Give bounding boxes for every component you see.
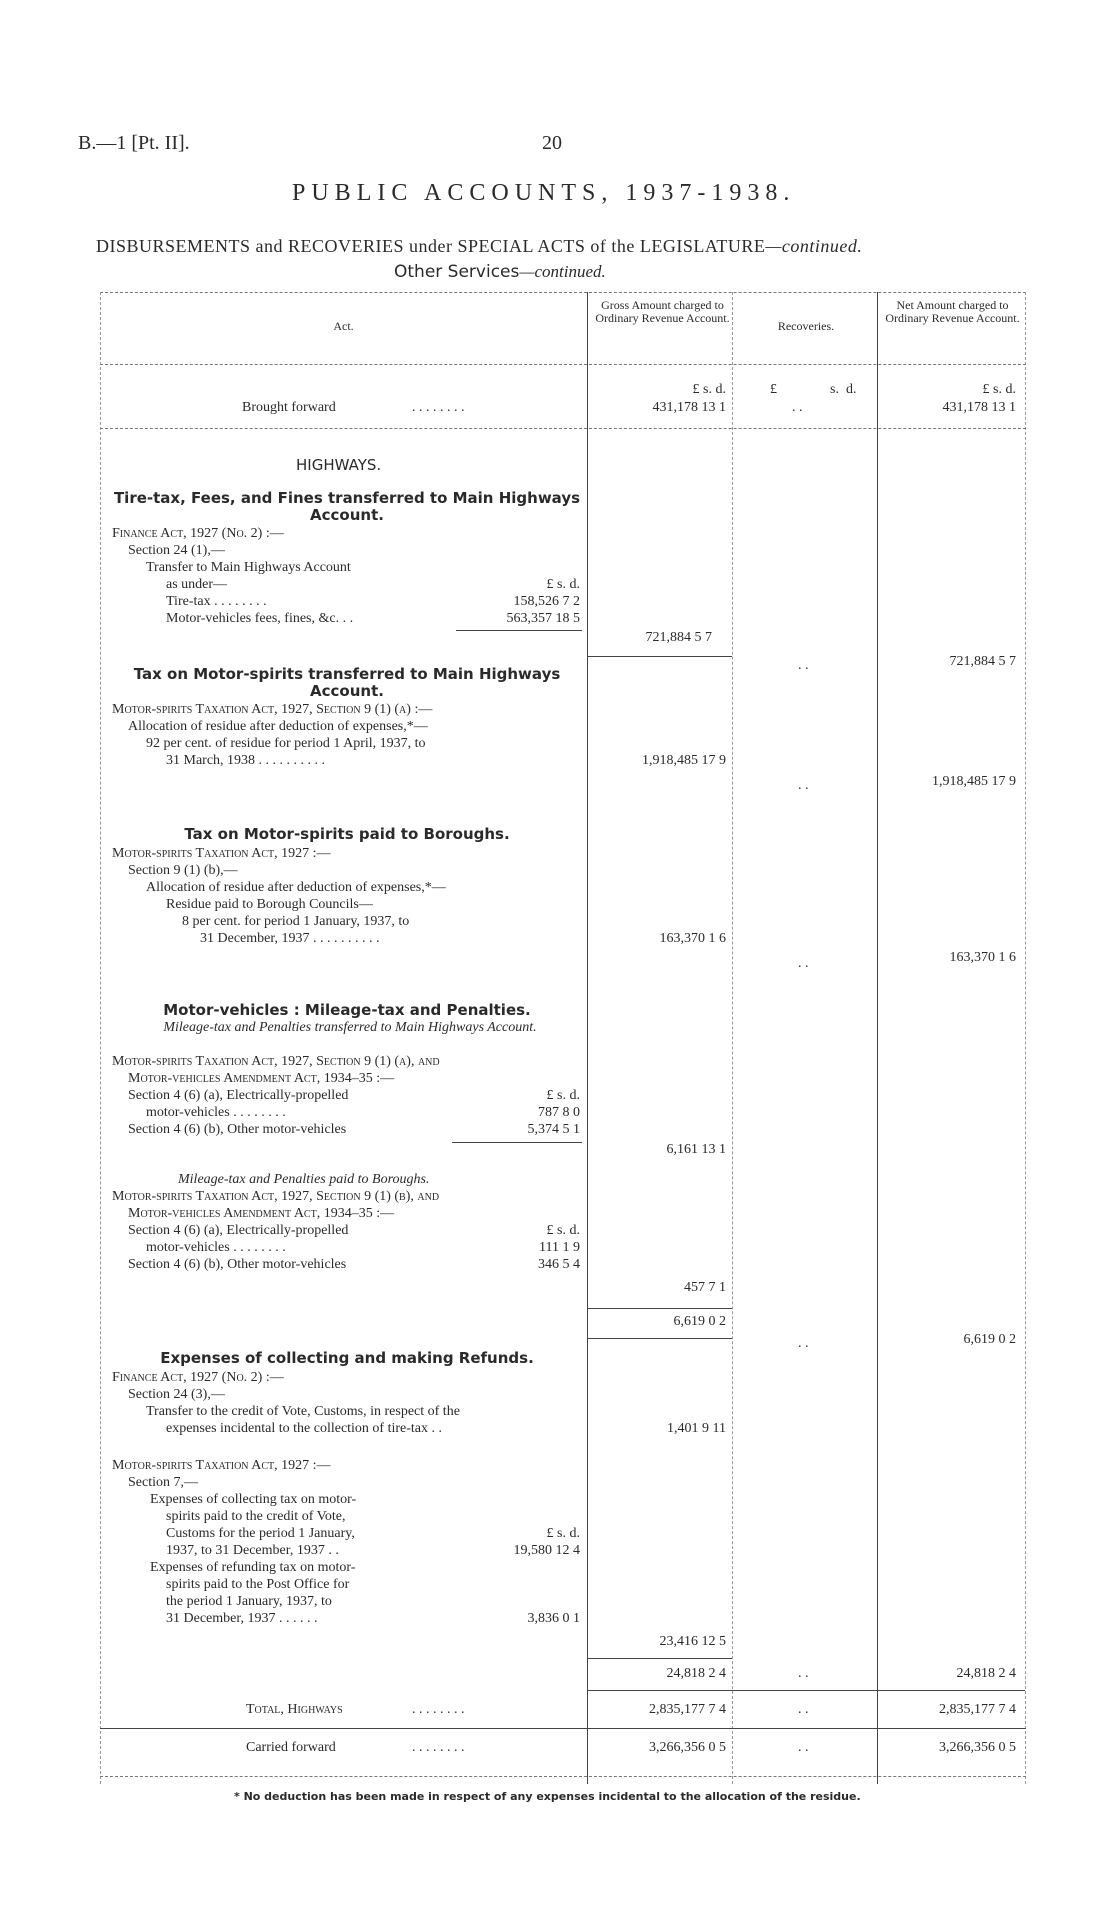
mileage-main-other-amount: 5,374 5 1 (527, 1122, 580, 1137)
mileage-main-subheading: Mileage-tax and Penalties transferred to Main Highways Account. (163, 1020, 537, 1035)
mileage-main-act-1: Motor-spirits Taxation Act, 1927, Section 9 (1) (a), and (112, 1054, 440, 1069)
tire-tax-line1: Transfer to Main Highways Account (146, 560, 351, 575)
total-highways-recoveries: . . (798, 1702, 809, 1717)
motor-vehicle-fees-label: Motor-vehicles fees, fines, &c. . . (166, 611, 354, 626)
mileage-heading: Motor-vehicles : Mileage-tax and Penalties. (163, 1001, 531, 1019)
column-header-recoveries: Recoveries. (777, 319, 835, 333)
spirits-main-recoveries: . . (798, 778, 809, 793)
carried-forward-recoveries: . . (798, 1740, 809, 1755)
mileage-main-rule (452, 1142, 582, 1143)
total-highways-net: 2,835,177 7 4 (939, 1702, 1016, 1717)
document-reference: B.—1 [Pt. II]. (78, 132, 190, 154)
column-header-gross: Gross Amount charged to Ordinary Revenue Account. (595, 298, 730, 325)
carried-forward-net: 3,266,356 0 5 (939, 1740, 1016, 1755)
column-rule-net (877, 292, 878, 1784)
tire-tax-item-label: Tire-tax . . . . . . . . (166, 594, 267, 609)
mileage-main-item2-label: motor-vehicles . . . . . . . . (146, 1105, 286, 1120)
table-left-rule (100, 292, 101, 1784)
mileage-boroughs-other-amount: 346 5 4 (538, 1257, 580, 1272)
mileage-boroughs-item3-label: Section 4 (6) (b), Other motor-vehicles (128, 1257, 347, 1272)
gross-lsd-label: £ s. d. (692, 382, 726, 397)
total-highways-rule-bottom (100, 1728, 1026, 1729)
expenses-heading: Expenses of collecting and making Refunds. (160, 1349, 534, 1367)
recoveries-lsd-label (770, 382, 777, 398)
column-rule-recoveries (732, 292, 733, 1784)
brought-forward-gross: 431,178 13 1 (652, 400, 726, 415)
spirits-boroughs-act: Motor-spirits Taxation Act, 1927 :— (112, 846, 331, 861)
mileage-boroughs-lsd-label: £ s. d. (546, 1223, 580, 1238)
expenses-line1: Transfer to the credit of Vote, Customs, in respect of the (146, 1404, 460, 1419)
net-lsd-label: £ s. d. (982, 382, 1016, 397)
spirits-main-line2: 92 per cent. of residue for period 1 April, 1937, to (146, 736, 426, 751)
spirits-main-line1: Allocation of residue after deduction of expenses,*— (128, 719, 428, 734)
mileage-main-item1-label: Section 4 (6) (a), Electrically-propelled (128, 1088, 349, 1103)
expenses-section: Section 24 (3),— (128, 1387, 225, 1402)
tire-tax-heading: Tire-tax, Fees, and Fines transferred to Main Highways Account. (113, 489, 581, 524)
mileage-boroughs-gross: 457 7 1 (684, 1280, 726, 1295)
spirits-boroughs-line1: Allocation of residue after deduction of expenses,*— (146, 880, 446, 895)
expenses-net: 24,818 2 4 (956, 1666, 1016, 1681)
motor-vehicle-fees-amount: 563,357 18 5 (506, 611, 580, 626)
expenses-act2: Motor-spirits Taxation Act, 1927 :— (112, 1458, 331, 1473)
mileage-boroughs-act-2: Motor-vehicles Amendment Act, 1934–35 :— (128, 1206, 395, 1221)
spirits-boroughs-gross: 163,370 1 6 (659, 931, 726, 946)
tire-tax-gross: 721,884 5 7 (645, 630, 712, 645)
mileage-main-gross: 6,161 13 1 (666, 1142, 726, 1157)
tire-tax-gross-rule (587, 656, 732, 657)
highways-heading: HIGHWAYS. (296, 456, 382, 474)
spirits-main-net: 1,918,485 17 9 (932, 774, 1016, 789)
expenses-act: Finance Act, 1927 (No. 2) :— (112, 1370, 284, 1385)
section-continued: —continued. (519, 262, 606, 281)
mileage-boroughs-item2-label: motor-vehicles . . . . . . . . (146, 1240, 286, 1255)
page-subtitle (96, 236, 862, 257)
table-right-rule (1025, 292, 1026, 1784)
expenses-recoveries: . . (798, 1666, 809, 1681)
mileage-subtotal-rule-bottom (587, 1338, 732, 1339)
expenses-e1-line1: Expenses of collecting tax on motor- (150, 1492, 357, 1507)
brought-forward-label: Brought forward (242, 400, 336, 415)
mileage-boroughs-subheading: Mileage-tax and Penalties paid to Boroughs. (178, 1172, 430, 1187)
spirits-boroughs-section: Section 9 (1) (b),— (128, 863, 238, 878)
expenses-line2: expenses incidental to the collection of tire-tax . . (166, 1421, 443, 1436)
carried-forward-gross: 3,266,356 0 5 (649, 1740, 726, 1755)
tire-tax-act: Finance Act, 1927 (No. 2) :— (112, 526, 284, 541)
spirits-main-act: Motor-spirits Taxation Act, 1927, Section 9 (1) (a) :— (112, 702, 433, 717)
brought-forward-rule (100, 428, 1026, 429)
carried-forward-label: Carried forward (246, 1740, 336, 1755)
section-title (394, 262, 606, 282)
expenses-e2-line1: Expenses of refunding tax on motor- (150, 1560, 356, 1575)
spirits-main-heading: Tax on Motor-spirits transferred to Main Highways Account. (133, 665, 561, 700)
mileage-subtotal: 6,619 0 2 (673, 1314, 726, 1329)
total-highways-leader: . . . . . . . . (412, 1702, 465, 1717)
mileage-recoveries: . . (798, 1336, 809, 1351)
brought-forward-net: 431,178 13 1 (942, 400, 1016, 415)
expenses-gross-spirits: 23,416 12 5 (659, 1634, 726, 1649)
total-highways-label: Total, Highways (246, 1702, 343, 1717)
spirits-main-line3: 31 March, 1938 . . . . . . . . . . (166, 753, 326, 768)
section-name: Other Services (394, 262, 520, 282)
page-number: 20 (542, 132, 562, 154)
tire-tax-section: Section 24 (1),— (128, 543, 225, 558)
spirits-boroughs-recoveries: . . (798, 956, 809, 971)
spirits-main-gross: 1,918,485 17 9 (642, 753, 726, 768)
expenses-lsd-label: £ s. d. (546, 1526, 580, 1541)
tire-tax-subtotal-rule (456, 630, 582, 631)
tire-tax-recoveries: . . (798, 658, 809, 673)
expenses-subtotal-rule (587, 1658, 732, 1659)
brought-forward-recoveries: . . (792, 400, 803, 415)
expenses-e2-line2: spirits paid to the Post Office for (166, 1577, 350, 1592)
tire-tax-net: 721,884 5 7 (949, 654, 1016, 669)
spirits-boroughs-line2: Residue paid to Borough Councils— (166, 897, 373, 912)
expenses-e2-line4: 31 December, 1937 . . . . . . (166, 1611, 318, 1626)
recoveries-pound: £ (770, 382, 777, 397)
table-bottom-rule (100, 1776, 1026, 1777)
table-top-rule (100, 292, 1026, 293)
subtitle-main: DISBURSEMENTS and RECOVERIES under SPECIAL ACTS of the LEGISLATURE (96, 236, 766, 256)
mileage-main-act-2: Motor-vehicles Amendment Act, 1934–35 :— (128, 1071, 395, 1086)
mileage-main-lsd-label: £ s. d. (546, 1088, 580, 1103)
recoveries-sd-label: s. d. (830, 382, 857, 397)
spirits-boroughs-line4: 31 December, 1937 . . . . . . . . . . (200, 931, 380, 946)
expenses-section2: Section 7,— (128, 1475, 198, 1490)
expenses-subtotal: 24,818 2 4 (666, 1666, 726, 1681)
tire-tax-lsd-label: £ s. d. (546, 577, 580, 592)
mileage-subtotal-rule-top (587, 1308, 732, 1309)
column-rule-gross (587, 292, 588, 1784)
expenses-gross-tire: 1,401 9 11 (667, 1421, 726, 1436)
mileage-main-item3-label: Section 4 (6) (b), Other motor-vehicles (128, 1122, 347, 1137)
expenses-e1-line3: Customs for the period 1 January, (166, 1526, 355, 1541)
mileage-boroughs-act-1: Motor-spirits Taxation Act, 1927, Section 9 (1) (b), and (112, 1189, 440, 1204)
column-header-act: Act. (333, 319, 354, 333)
column-header-net: Net Amount charged to Ordinary Revenue Account. (885, 298, 1020, 325)
total-highways-rule-top (587, 1690, 1025, 1691)
mileage-main-electric-amount: 787 8 0 (538, 1105, 580, 1120)
expenses-e1-line4: 1937, to 31 December, 1937 . . (166, 1543, 339, 1558)
page-title: PUBLIC ACCOUNTS, 1937-1938. (292, 180, 796, 206)
mileage-boroughs-item1-label: Section 4 (6) (a), Electrically-propelled (128, 1223, 349, 1238)
total-highways-gross: 2,835,177 7 4 (649, 1702, 726, 1717)
expenses-e1-line2: spirits paid to the credit of Vote, (166, 1509, 346, 1524)
expenses-collecting-amount: 19,580 12 4 (513, 1543, 580, 1558)
carried-forward-leader: . . . . . . . . (412, 1740, 465, 1755)
header-bottom-rule (100, 364, 1026, 365)
tire-tax-item-amount: 158,526 7 2 (513, 594, 580, 609)
spirits-boroughs-net: 163,370 1 6 (949, 950, 1016, 965)
spirits-boroughs-heading: Tax on Motor-spirits paid to Boroughs. (184, 825, 510, 843)
mileage-net: 6,619 0 2 (963, 1332, 1016, 1347)
spirits-boroughs-line3: 8 per cent. for period 1 January, 1937, to (182, 914, 410, 929)
footnote: * No deduction has been made in respect of any expenses incidental to the allocation of the residue. (234, 1790, 861, 1803)
expenses-refunding-amount: 3,836 0 1 (527, 1611, 580, 1626)
mileage-boroughs-electric-amount: 111 1 9 (539, 1240, 580, 1255)
tire-tax-line2: as under— (166, 577, 228, 592)
expenses-e2-line3: the period 1 January, 1937, to (166, 1594, 332, 1609)
subtitle-continued: —continued. (765, 236, 863, 256)
brought-forward-leader: . . . . . . . . (412, 400, 465, 415)
